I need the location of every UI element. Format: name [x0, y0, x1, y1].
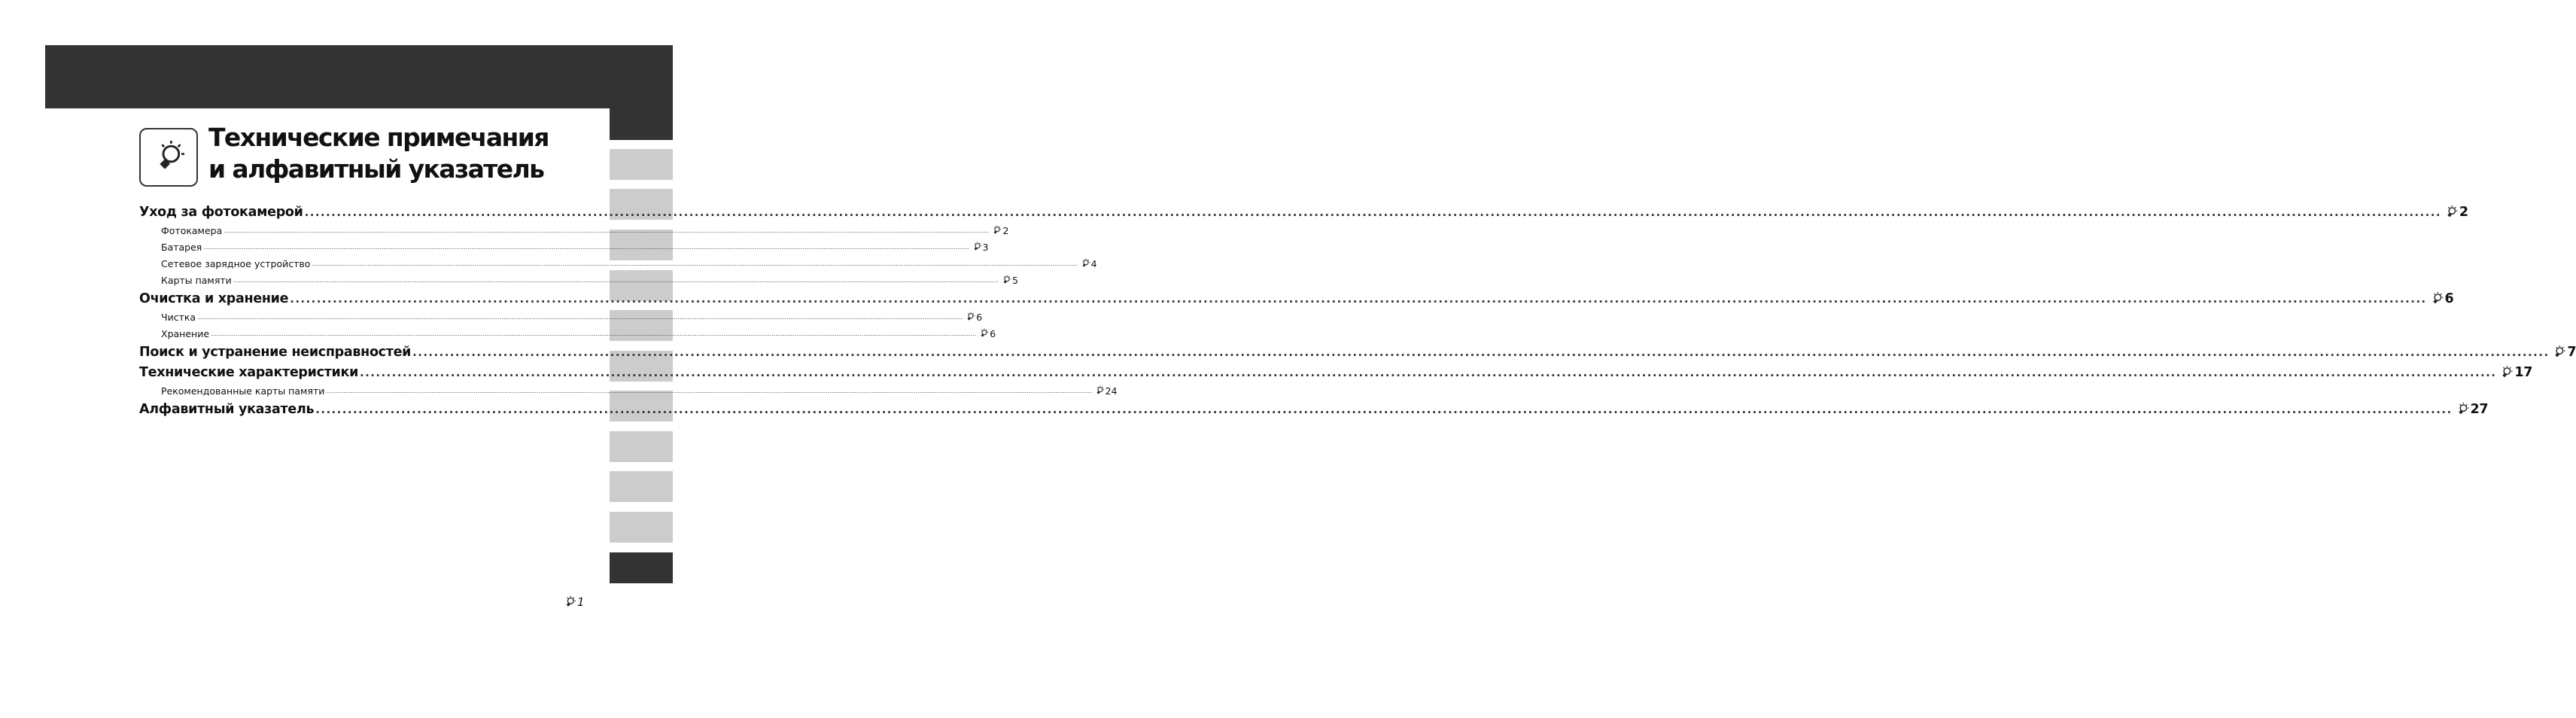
- toc-leader-dots: ................................................................................................................................................................................................................................................................................................................................................................................................................: [203, 243, 969, 251]
- toc-leader-dots: ................................................................................................................................................................................................................................................................................................................................................................................................................: [312, 260, 1078, 267]
- toc-leader-dots: ................................................................................................................................................................................................................................................................................................................................................................................................................: [360, 365, 2497, 379]
- toc-leader-dots: ................................................................................................................................................................................................................................................................................................................................................................................................................: [304, 205, 2441, 219]
- toc-entry-label: Технические характеристики: [139, 364, 359, 380]
- toc-entry-label: Рекомендованные карты памяти: [161, 385, 325, 397]
- toc-subsection-entry[interactable]: [139, 382, 1118, 399]
- toc-entry-label: Карты памяти: [161, 274, 232, 286]
- toc-section-entry[interactable]: [139, 399, 2489, 419]
- toc-entry-page: 6: [990, 327, 996, 339]
- chapter-title-line2: и алфавитный указатель: [208, 154, 544, 184]
- toc-subsection-entry[interactable]: [139, 255, 1097, 272]
- light-bulb-icon: [1093, 385, 1106, 397]
- toc-entry-page: 6: [2444, 291, 2454, 306]
- toc-leader-dots: ................................................................................................................................................................................................................................................................................................................................................................................................................: [326, 387, 1092, 394]
- toc-entry-label: Сетевое зарядное устройство: [161, 257, 311, 269]
- toc-leader-dots: ................................................................................................................................................................................................................................................................................................................................................................................................................: [233, 276, 999, 284]
- toc-entry-page: 2: [2459, 204, 2468, 220]
- toc-subsection-entry[interactable]: [139, 325, 996, 342]
- toc-subsection-entry[interactable]: [139, 239, 989, 255]
- toc-subsection-entry[interactable]: [139, 272, 1018, 288]
- toc-leader-dots: ................................................................................................................................................................................................................................................................................................................................................................................................................: [315, 402, 2453, 416]
- toc-section-entry[interactable]: [139, 342, 2576, 362]
- chapter-title: [208, 122, 600, 185]
- light-bulb-icon: [990, 224, 1002, 236]
- light-bulb-icon: [2443, 204, 2459, 221]
- light-bulb-icon: [1000, 274, 1012, 286]
- toc-entry-label: Очистка и хранение: [139, 291, 289, 306]
- toc-entry-page: 2: [1002, 224, 1009, 236]
- toc-entry-page: 3: [982, 241, 989, 253]
- toc-leader-dots: ................................................................................................................................................................................................................................................................................................................................................................................................................: [211, 330, 977, 337]
- section-tab-top: [610, 108, 673, 140]
- toc-entry-page: 4: [1090, 257, 1097, 269]
- toc-entry-label: Уход за фотокамерой: [139, 204, 303, 220]
- light-bulb-icon: [971, 241, 983, 253]
- toc-entry-page: 17: [2514, 364, 2533, 380]
- toc-entry-page: 27: [2470, 401, 2489, 417]
- header-band: [45, 45, 673, 108]
- toc-subsection-entry[interactable]: [139, 222, 1009, 239]
- toc-entry-label: Фотокамера: [161, 224, 223, 236]
- toc-entry-label: Батарея: [161, 241, 202, 253]
- light-bulb-icon: [978, 327, 990, 339]
- section-tab[interactable]: [610, 149, 673, 180]
- light-bulb-icon: [964, 311, 976, 323]
- toc-entry-label: Поиск и устранение неисправностей: [139, 344, 412, 360]
- toc-leader-dots: ................................................................................................................................................................................................................................................................................................................................................................................................................: [197, 313, 963, 321]
- chapter-icon-frame: [139, 128, 198, 187]
- chapter-title-line1: Технические примечания: [208, 123, 549, 152]
- table-of-contents: [139, 202, 2576, 419]
- section-tab[interactable]: [610, 512, 673, 543]
- page-footer: [562, 595, 585, 610]
- section-tab[interactable]: [610, 431, 673, 462]
- light-bulb-icon: [1079, 257, 1091, 269]
- toc-section-entry[interactable]: [139, 362, 2533, 382]
- light-bulb-icon: [148, 137, 189, 178]
- toc-entry-page: 5: [1011, 274, 1018, 286]
- toc-entry-page: 7: [2567, 344, 2576, 360]
- toc-entry-page: 6: [976, 311, 983, 323]
- light-bulb-icon: [2498, 364, 2514, 381]
- toc-leader-dots: ................................................................................................................................................................................................................................................................................................................................................................................................................: [412, 345, 2550, 359]
- toc-entry-page: 24: [1105, 385, 1118, 397]
- toc-subsection-entry[interactable]: [139, 309, 983, 325]
- toc-entry-label: Алфавитный указатель: [139, 401, 315, 417]
- toc-entry-label: Чистка: [161, 311, 196, 323]
- light-bulb-icon: [562, 595, 577, 610]
- light-bulb-icon: [2428, 291, 2445, 307]
- page-number: 1: [577, 595, 585, 609]
- toc-section-entry[interactable]: [139, 288, 2454, 309]
- section-tab-active[interactable]: [610, 552, 673, 583]
- toc-entry-label: Хранение: [161, 327, 210, 339]
- toc-leader-dots: ................................................................................................................................................................................................................................................................................................................................................................................................................: [224, 227, 990, 234]
- light-bulb-icon: [2550, 344, 2567, 361]
- light-bulb-icon: [2454, 401, 2471, 418]
- toc-section-entry[interactable]: [139, 202, 2468, 222]
- section-tab[interactable]: [610, 471, 673, 502]
- toc-leader-dots: ................................................................................................................................................................................................................................................................................................................................................................................................................: [290, 291, 2427, 306]
